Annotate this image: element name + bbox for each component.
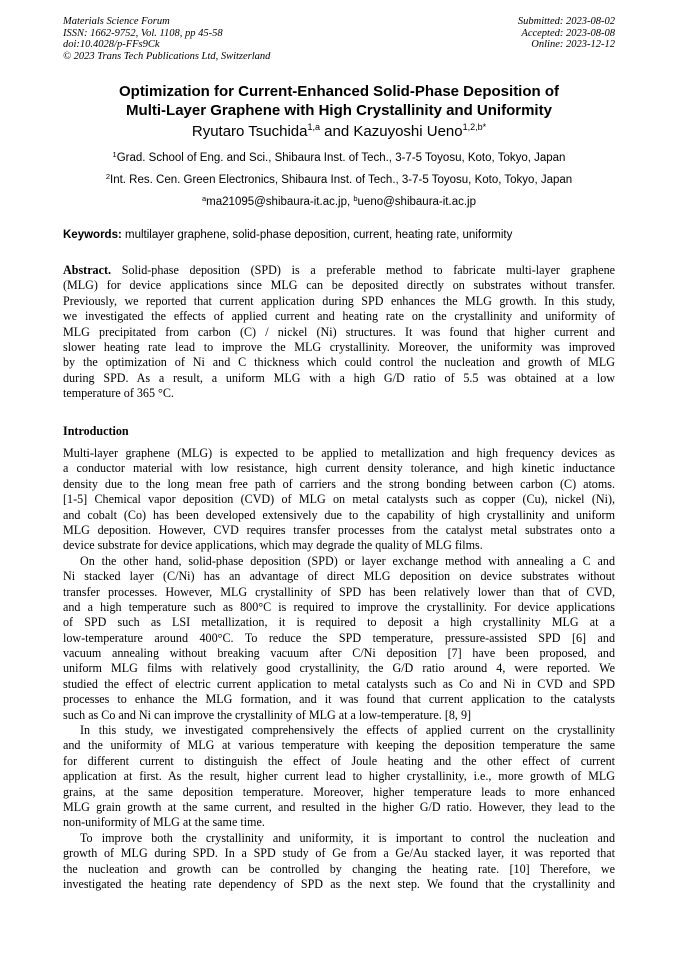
date-accepted: Accepted: 2023-08-08 (521, 27, 615, 39)
journal-issn: ISSN: 1662-9752, Vol. 1108, pp 45-58 (63, 27, 223, 39)
author-list (63, 123, 615, 141)
intro-line: a conductor material with low resistance, high current density tolerance, and high kinetic inductance (63, 461, 615, 476)
keywords-label: Keywords: (63, 229, 122, 241)
affiliation-2-text: Int. Res. Cen. Green Electronics, Shibaura Inst. of Tech., 3-7-5 Toyosu, Koto, Tokyo, Japan (110, 174, 573, 186)
journal-copyright: © 2023 Trans Tech Publications Ltd, Switzerland (63, 50, 271, 62)
keywords-text: multilayer graphene, solid-phase deposition, current, heating rate, uniformity (121, 229, 513, 241)
affiliation-2 (40, 173, 638, 187)
intro-line: growth of MLG during SPD. In a SPD study of Ge from a Ge/Au stacked layer, it was reported that (63, 846, 615, 861)
abstract-line: during SPD. As a result, a uniform MLG with a high G/D ratio of 5.5 was obtained at a low (63, 370, 615, 385)
intro-line: non-uniformity of MLG at the same time. (63, 815, 265, 830)
intro-line: processes to enhance the MLG formation, and it was found that current application to the catalysts (63, 692, 615, 707)
abstract-label: Abstract. (63, 263, 112, 277)
introduction-body (63, 446, 615, 892)
abstract-line: slower heating rate lead to improve the MLG crystallinity. Moreover, the uniformity was improved (63, 339, 615, 354)
intro-line: transfer processes. However, MLG crystallinity of SPD has been relatively lower than that of CVD, (63, 584, 615, 599)
author-2: Kazuyoshi Ueno (353, 123, 463, 140)
abstract-line-text: Solid-phase deposition (SPD) is a preferable method to fabricate multi-layer graphene (111, 263, 615, 277)
intro-line: investigated the heating rate dependency of SPD as the next step. We found that the crystallinity and (63, 876, 615, 891)
keywords (63, 228, 623, 242)
email-addresses (40, 195, 638, 209)
intro-line: device substrate for device applications, which may degrade the quality of MLG films. (63, 538, 483, 553)
affiliation-1-marker: 1 (112, 150, 117, 159)
intro-line: To improve both the crystallinity and uniformity, it is important to control the nucleation and (80, 830, 615, 845)
intro-line: On the other hand, solid-phase deposition (SPD) or layer exchange method with annealing a C and (80, 553, 615, 568)
date-submitted: Submitted: 2023-08-02 (517, 16, 615, 27)
intro-line: In this study, we investigated comprehensively the effects of applied current on the crystallinity (80, 723, 615, 738)
journal-info (63, 16, 363, 62)
publication-dates (365, 16, 615, 51)
title-line-1: Optimization for Current-Enhanced Solid-Phase Deposition of (118, 83, 560, 100)
abstract-line: temperature of 365 °C. (63, 386, 174, 401)
affiliation-2-marker: 2 (105, 172, 110, 181)
author-1: Ryutaro Tsuchida (191, 123, 308, 140)
intro-line: grains, at the same deposition temperature. Moreover, higher temperature leads to more enhanced (63, 784, 615, 799)
author-1-affiliation: 1,a (307, 122, 320, 132)
email-b[interactable]: ueno@shibaura-it.ac.jp (357, 196, 476, 208)
intro-line: for different current to distinguish the effect of Joule heating and the other effect of current (63, 753, 615, 768)
abstract-line: by the optimization of Ni and C thickness which could control the nucleation and growth of MLG (63, 355, 615, 370)
abstract-line: MLG precipitated from carbon (C) / nickel (Ni) structures. It was found that higher current and (63, 324, 615, 339)
author-conjunction: and (320, 123, 354, 140)
abstract (63, 263, 615, 402)
section-heading-introduction: Introduction (63, 424, 129, 438)
intro-line: of SPD such as LSI metallization, it is required to deposit a high crystallinity MLG at a (63, 615, 615, 630)
intro-line: [1-5] Chemical vapor deposition (CVD) of MLG on metal catalysts such as copper (Cu), nickel (Ni), (63, 492, 615, 507)
title-line-2: Multi-Layer Graphene with High Crystallinity and Uniformity (126, 102, 552, 119)
intro-line: and the uniformity of MLG at various temperature with keeping the deposition temperature the same (63, 738, 615, 753)
intro-line: density due to the long mean free path of carriers and the strong bonding between carbon (C) atoms. (63, 476, 615, 491)
journal-doi[interactable]: doi:10.4028/p-FFs9Ck (63, 39, 160, 50)
affiliation-1 (40, 151, 638, 165)
abstract-line: (MLG) for device applications since MLG can be deposited directly on substrates without transfer. (63, 278, 615, 293)
paper-title (63, 82, 615, 120)
intro-line: Multi-layer graphene (MLG) is expected to be applied to metallization and high frequency devices as (63, 446, 615, 460)
affiliation-1-text: Grad. School of Eng. and Sci., Shibaura Inst. of Tech., 3-7-5 Toyosu, Koto, Tokyo, Japan (116, 152, 566, 164)
abstract-line: we investigated the effects of applied current and heating rate on the crystallinity and uniformity of (63, 309, 615, 324)
intro-line: MLG deposition. However, CVD requires transfer processes from the catalyst metal substrates onto a (63, 522, 615, 537)
intro-line: and cobalt (Co) has been developed extensively due to the capability of high crystallinity and uniform (63, 507, 615, 522)
intro-line: application at first. As the result, higher current lead to higher crystallinity, i.e., more growth of MLG (63, 769, 615, 784)
author-2-affiliation: 1,2,b* (462, 122, 487, 132)
intro-line: Ni stacked layer (C/Ni) has an advantage of direct MLG deposition on device substrates without (63, 569, 615, 584)
email-a-marker: a (202, 194, 207, 203)
intro-line: vacuum annealing without breaking vacuum after C/Ni deposition [7] have been proposed, and (63, 646, 615, 661)
abstract-line: Previously, we reported that current application during SPD enhances the MLG growth. In this study, (63, 293, 615, 308)
intro-line: MLG grain growth at the same current, and resulted in the higher G/D ratio. However, they lead to the (63, 799, 615, 814)
email-a[interactable]: ma21095@shibaura-it.ac.jp, (206, 196, 354, 208)
email-b-marker: b (353, 194, 358, 203)
intro-line: uniform MLG films with relatively good crystallinity, the G/D ratio around 4, were reported. We (63, 661, 615, 676)
abstract-line (63, 263, 615, 278)
intro-line: such as Co and Ni can improve the crystallinity of MLG at a low-temperature. [8, 9] (63, 707, 472, 722)
intro-line: studied the effect of electric current application to metal catalysts such as Co and Ni in CVD and SPD (63, 676, 615, 691)
intro-line: and a high temperature such as 800°C is required to improve the crystallinity. For device applications (63, 599, 615, 614)
intro-line: low-temperature around 400°C. To reduce the SPD temperature, pressure-assisted SPD [6] and (63, 630, 615, 645)
date-online: Online: 2023-12-12 (531, 39, 615, 50)
intro-line: the nucleation and growth can be controlled by changing the heating rate. [10] Therefore, we (63, 861, 615, 876)
journal-name: Materials Science Forum (63, 16, 170, 27)
